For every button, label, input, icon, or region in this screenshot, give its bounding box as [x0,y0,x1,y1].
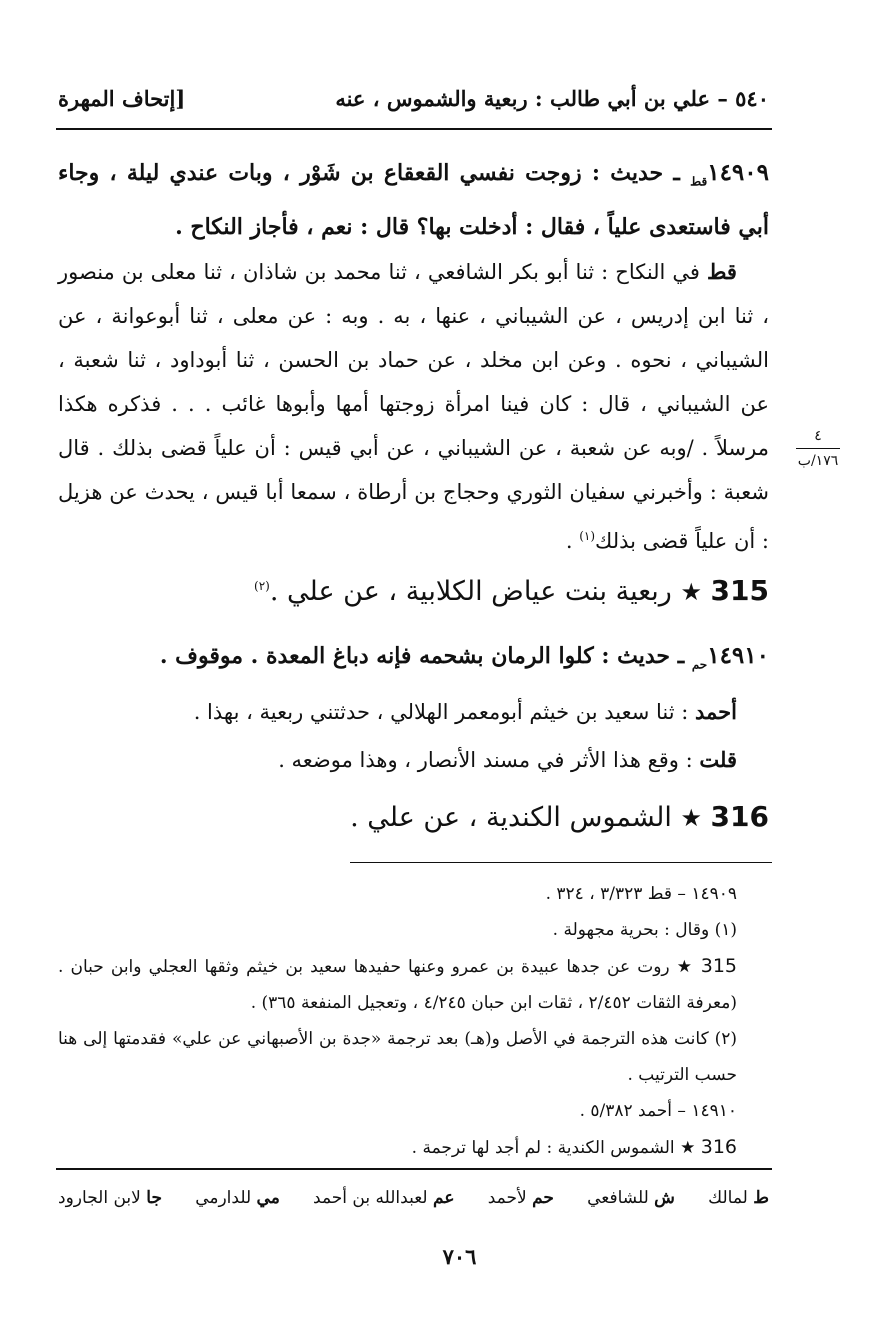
footnote-text: الشموس الكندية : لم أجد لها ترجمة . [411,1138,675,1158]
hadith-number: ١٤٩٠٩ [707,159,769,186]
entry-number: 315 [710,574,769,607]
footnote-line [58,1129,769,1166]
star-icon: ★ [680,1138,696,1158]
footnotes [58,876,769,1166]
siglum-name: لعبدالله بن أحمد [313,1188,428,1208]
entry-title: ربعية بنت عياض الكلابية ، عن علي . [269,576,672,607]
hadith-1490 [58,150,769,250]
star-icon: ★ [680,578,702,606]
siglum-code: حم [532,1188,554,1208]
footnote-entry-number: 315 [700,955,737,977]
isnad-end: . [565,529,580,553]
sigla-rule [56,1168,772,1170]
hadith-label: ـ حديث : [601,643,685,669]
siglum-item [313,1188,454,1208]
siglum-code: عم [433,1188,455,1208]
siglum-name: لابن الجارود [58,1188,141,1208]
siglum-item [488,1188,554,1208]
siglum-name: لمالك [708,1188,748,1208]
hadith-text: كلوا الرمان بشحمه فإنه دباغ المعدة . موقوف . [159,643,594,669]
siglum-name: لأحمد [487,1188,527,1208]
isnad-lead: قط [707,259,737,284]
footnote-marker-2: (٢) [254,579,270,593]
footnote-line: ١٤٩١٠ – أحمد ٥/٣٨٢ . [579,1101,737,1121]
siglum-item [195,1188,280,1208]
isnad-lead: أحمد [695,699,737,725]
star-icon: ★ [680,804,702,832]
isnad-text: في النكاح : ثنا أبو بكر الشافعي ، ثنا محمد بن شاذان ، ثنا معلى بن منصور ، ثنا ابن إدريس ، عن الشيباني ، عنها ، به . وبه : عن معلى ، ثنا أبوعوانة ، عن الشيباني ، نحوه . وعن ابن مخلد ، عن حماد بن الحسن ، ثنا أبوداود ، ثنا شعبة ، عن الشيباني ، قال : كان فينا امرأة زوجتها أمها وأبوها غائب . . . فذكره هكذا مرسلاً . /وبه عن شعبة ، عن الشيباني ، عن أبي قيس : أن علياً قضى بذلك . قال شعبة : وأخبرني سفيان الثوري وحجاج بن أرطاة ، سمعا أبا قيس ، يحدث عن هزيل : أن علياً قضى بذلك [58,260,769,553]
hadith-siglum: حم [691,657,708,672]
hadith-1491-block [58,632,769,784]
footnote-line: ١٤٩٠٩ – قط ٣/٣٢٣ ، ٣٢٤ . [545,884,737,904]
footnote-line: (٢) كانت هذه الترجمة في الأصل و(هـ) بعد ترجمة «جدة بن الأصبهاني عن علي» فقدمتها إلى هنا حسب الترتيب . [58,1029,737,1085]
siglum-code: مي [256,1188,280,1208]
footnote-text: روت عن جدها عبيدة بن عمرو وعنها حفيدها سعيد بن خيثم وثقها العجلي وابن حبان . (معرفة الثقات ٢/٤٥٢ ، ثقات ابن حبان ٤/٢٤٥ ، وتعجيل المنفعة ٣٦٥) . [58,957,737,1013]
margin-folio-note [790,426,846,471]
siglum-item [587,1188,675,1208]
siglum-code: ط [753,1188,769,1208]
entry-title: الشموس الكندية ، عن علي . [350,802,672,833]
isnad-text: : ثنا سعيد بن خيثم أبومعمر الهلالي ، حدثتني ربعية ، بهذا . [193,700,689,725]
siglum-code: ش [654,1188,675,1208]
footnote-rule [350,862,772,863]
page-number: ٧٠٦ [442,1244,477,1269]
siglum-item [708,1188,769,1208]
entry-heading-316 [350,800,769,833]
hadith-siglum: قط [690,174,708,189]
siglum-name: للشافعي [587,1188,649,1208]
header-rule [56,128,772,130]
footnote-entry-number: 316 [700,1136,737,1158]
footnote-marker-1: (١) [579,529,596,543]
isnad-paragraph [58,250,769,563]
entry-heading-315 [254,574,769,607]
siglum-code: جا [146,1188,162,1208]
note-text: : وقع هذا الأثر في مسند الأنصار ، وهذا موضعه . [278,748,693,773]
hadith-label: ـ حديث : [591,160,680,186]
sigla-legend [58,1188,769,1208]
margin-note-line [796,448,840,449]
margin-note-top: ٤ [814,428,822,444]
header-book-title: [إتحاف المهرة [58,86,186,111]
header-chapter-title: ٥٤٠ – علي بن أبي طالب : ربعية والشموس ، عنه [335,86,769,111]
note-lead: قلت [699,747,737,773]
margin-note-bottom: ١٧٦/ب [797,453,839,469]
siglum-item [58,1188,162,1208]
siglum-name: للدارمي [195,1188,252,1208]
hadith-number: ١٤٩١٠ [707,642,769,669]
hadith-text: زوجت نفسي القعقاع بن شَوْر ، وبات عندي ليلة ، وجاء أبي فاستعدى علياً ، فقال : أدخلت بها؟ قال : نعم ، فأجاز النكاح . [58,160,769,241]
running-header [58,86,769,111]
footnote-line: (١) وقال : بحرية مجهولة . [552,920,737,940]
entry-number: 316 [710,800,769,833]
star-icon: ★ [676,957,694,977]
footnote-line [58,948,769,1021]
